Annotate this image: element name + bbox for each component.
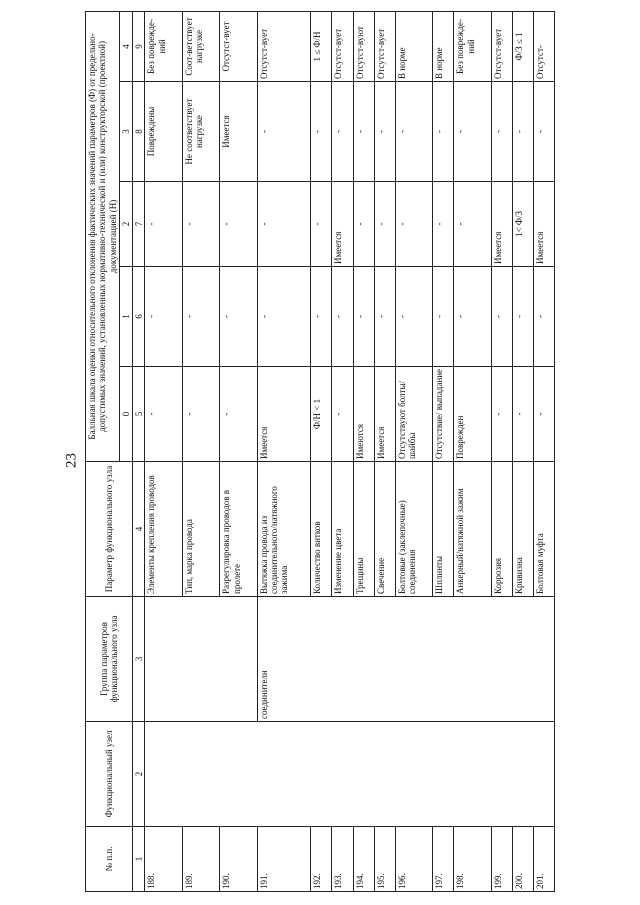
- group-cell: соединители: [257, 597, 554, 722]
- col-num: 3: [133, 597, 145, 722]
- row-number: 201.: [533, 827, 554, 892]
- score-1-cell: -: [533, 267, 554, 367]
- row-number: 189.: [182, 827, 219, 892]
- score-2-cell: -: [220, 182, 257, 267]
- score-0-cell: -: [491, 367, 512, 462]
- param-cell: Свечение: [374, 462, 395, 597]
- param-cell: Болтовая муфта: [533, 462, 554, 597]
- score-1-cell: -: [454, 267, 491, 367]
- score-4-cell: Отсутст-вует: [374, 11, 395, 81]
- table-row: [145, 11, 182, 891]
- header-row: [86, 11, 120, 891]
- score-4-cell: Без поврежде-ний: [454, 11, 491, 81]
- score-4-cell: Отсутст-вуют: [353, 11, 374, 81]
- score-4-cell: Ф/З ≤ 1: [512, 11, 533, 81]
- param-cell: Тип, марка провода: [182, 462, 219, 597]
- row-number: 198.: [454, 827, 491, 892]
- row-number: 200.: [512, 827, 533, 892]
- col-num: 1: [133, 827, 145, 892]
- score-4-cell: Отсутст-вует: [491, 11, 512, 81]
- param-cell: Шплинты: [433, 462, 454, 597]
- score-4-cell: Отсутст-вует: [220, 11, 257, 81]
- score-1-cell: -: [491, 267, 512, 367]
- score-1-cell: -: [220, 267, 257, 367]
- score-3-cell: -: [533, 82, 554, 182]
- header-param: Параметр функционального узла: [86, 462, 133, 597]
- row-number: 190.: [220, 827, 257, 892]
- score-3-cell: Повреждены: [145, 82, 182, 182]
- row-number: 194.: [353, 827, 374, 892]
- score-4: 4: [120, 11, 133, 81]
- row-number: 191.: [257, 827, 311, 892]
- score-4-cell: Отсутст-: [533, 11, 554, 81]
- score-0-cell: -: [145, 367, 182, 462]
- score-4-cell: Отсутст-вует: [332, 11, 353, 81]
- score-3-cell: -: [512, 82, 533, 182]
- score-2-cell: 1< Ф/З: [512, 182, 533, 267]
- score-2-cell: -: [374, 182, 395, 267]
- column-number-row: [133, 11, 145, 891]
- score-3-cell: -: [353, 82, 374, 182]
- score-2-cell: -: [145, 182, 182, 267]
- score-1-cell: -: [332, 267, 353, 367]
- node-cell: [145, 722, 555, 827]
- group-cell-empty: [145, 597, 257, 722]
- score-4-cell: Соот-ветствует нагрузке: [182, 11, 219, 81]
- score-4-cell: В норме: [395, 11, 432, 81]
- header-no: № п.п.: [86, 827, 133, 892]
- param-cell: Кривизна: [512, 462, 533, 597]
- score-2-cell: -: [311, 182, 332, 267]
- score-0: 0: [120, 367, 133, 462]
- score-2-cell: -: [257, 182, 311, 267]
- score-3-cell: -: [491, 82, 512, 182]
- score-0-cell: -: [332, 367, 353, 462]
- score-0-cell: Имеется: [374, 367, 395, 462]
- assessment-table: [85, 11, 555, 892]
- row-number: 197.: [433, 827, 454, 892]
- col-num: 6: [133, 267, 145, 367]
- param-cell: Разрегулировка проводов в пролете: [220, 462, 257, 597]
- score-1-cell: -: [433, 267, 454, 367]
- header-scale-title: Балльная шкала оценки относительного отклонения фактических значений параметров (Ф) от предельно-допустимых значений, установленных нормативно-технической и (или) конструкторской (проектной) документацией (Н): [86, 11, 120, 461]
- score-2: 2: [120, 182, 133, 267]
- score-0-cell: Отсутствуют болты/шайбы: [395, 367, 432, 462]
- score-2-cell: -: [433, 182, 454, 267]
- row-number: 193.: [332, 827, 353, 892]
- score-3: 3: [120, 82, 133, 182]
- score-4-cell: Без поврежде-ний: [145, 11, 182, 81]
- row-number: 192.: [311, 827, 332, 892]
- score-1-cell: -: [311, 267, 332, 367]
- col-num: 8: [133, 82, 145, 182]
- score-4-cell: В норме: [433, 11, 454, 81]
- score-3-cell: -: [433, 82, 454, 182]
- param-cell: Анкерный/натяжной зажим: [454, 462, 491, 597]
- score-3-cell: -: [395, 82, 432, 182]
- score-3-cell: -: [454, 82, 491, 182]
- score-2-cell: Имеется: [491, 182, 512, 267]
- row-number: 196.: [395, 827, 432, 892]
- score-3-cell: -: [257, 82, 311, 182]
- score-3-cell: -: [374, 82, 395, 182]
- row-number: 195.: [374, 827, 395, 892]
- col-num: 9: [133, 11, 145, 81]
- col-num: 4: [133, 462, 145, 597]
- row-number: 199.: [491, 827, 512, 892]
- col-num: 7: [133, 182, 145, 267]
- header-group: Группа параметров функционального узла: [86, 597, 133, 722]
- header-node: Функциональный узел: [86, 722, 133, 827]
- score-3-cell: Имеется: [220, 82, 257, 182]
- param-cell: Трещины: [353, 462, 374, 597]
- score-0-cell: -: [182, 367, 219, 462]
- score-0-cell: Ф/Н < 1: [311, 367, 332, 462]
- param-cell: Вытяжка провода из соединительного/натяжного зажима: [257, 462, 311, 597]
- score-0-cell: -: [512, 367, 533, 462]
- col-num: 2: [133, 722, 145, 827]
- score-1-cell: -: [395, 267, 432, 367]
- score-1-cell: -: [353, 267, 374, 367]
- score-2-cell: -: [182, 182, 219, 267]
- score-0-cell: Имеются: [353, 367, 374, 462]
- score-0-cell: -: [533, 367, 554, 462]
- score-0-cell: -: [220, 367, 257, 462]
- score-4-cell: Отсутст-вует: [257, 11, 311, 81]
- score-3-cell: Не соответствует нагрузке: [182, 82, 219, 182]
- score-0-cell: Отсутствие/ выпадание: [433, 367, 454, 462]
- score-4-cell: 1 ≤ Ф/Н: [311, 11, 332, 81]
- page-number: 23: [63, 453, 80, 468]
- param-cell: Коррозия: [491, 462, 512, 597]
- score-1-cell: -: [182, 267, 219, 367]
- score-2-cell: Имеется: [533, 182, 554, 267]
- param-cell: Элементы крепления проводов: [145, 462, 182, 597]
- score-1-cell: -: [145, 267, 182, 367]
- score-1: 1: [120, 267, 133, 367]
- score-2-cell: -: [353, 182, 374, 267]
- col-num: 5: [133, 367, 145, 462]
- score-3-cell: -: [332, 82, 353, 182]
- score-1-cell: -: [512, 267, 533, 367]
- param-cell: Изменение цвета: [332, 462, 353, 597]
- score-0-cell: Имеется: [257, 367, 311, 462]
- score-0-cell: Поврежден: [454, 367, 491, 462]
- score-2-cell: Имеется: [332, 182, 353, 267]
- score-3-cell: -: [311, 82, 332, 182]
- score-2-cell: -: [395, 182, 432, 267]
- param-cell: Количество витков: [311, 462, 332, 597]
- score-2-cell: -: [454, 182, 491, 267]
- row-number: 188.: [145, 827, 182, 892]
- score-1-cell: -: [257, 267, 311, 367]
- score-1-cell: -: [374, 267, 395, 367]
- rotated-page-content: [85, 12, 555, 892]
- param-cell: Болтовые (заклепочные) соединения: [395, 462, 432, 597]
